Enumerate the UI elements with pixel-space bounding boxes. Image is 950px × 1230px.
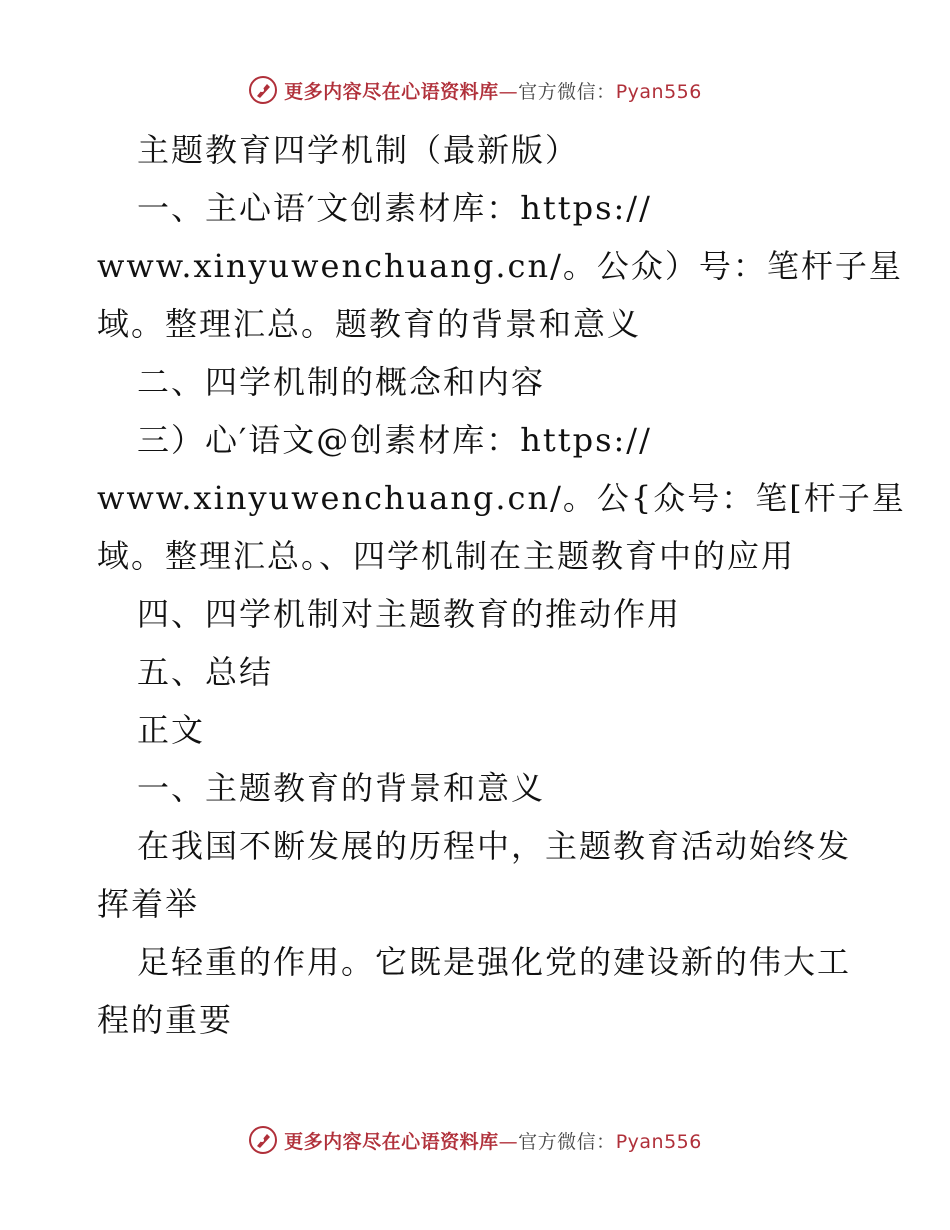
outline-item-3: 三）心′语文@创素材库：https:// (137, 421, 652, 459)
paragraph-line: 挥着举 (97, 885, 200, 923)
banner-text (284, 1127, 702, 1154)
banner-wechat-id: Pyan556 (615, 1130, 702, 1153)
footer-watermark-banner (0, 1120, 950, 1160)
banner-wechat-id: Pyan556 (615, 80, 702, 103)
outline-item-2: 二、四学机制的概念和内容 (137, 363, 546, 401)
banner-dash: — (498, 80, 519, 103)
pen-nib-logo-icon (248, 1125, 278, 1155)
header-watermark-banner (0, 70, 950, 110)
banner-brand: 更多内容尽在心语资料库 (284, 80, 499, 103)
section-heading-body: 正文 (137, 711, 206, 749)
banner-brand: 更多内容尽在心语资料库 (284, 1130, 499, 1153)
outline-item-1-cont: www.xinyuwenchuang.cn/。公众）号：笔杆子星 (97, 247, 903, 285)
outline-item-1: 一、主心语′文创素材库：https:// (137, 189, 652, 227)
pen-nib-logo-icon (248, 75, 278, 105)
paragraph-line: 程的重要 (97, 1001, 234, 1039)
section-heading-1: 一、主题教育的背景和意义 (137, 769, 546, 807)
paragraph-line: 在我国不断发展的历程中，主题教育活动始终发 (137, 827, 852, 865)
outline-item-3-cont: 域。整理汇总。、四学机制在主题教育中的应用 (97, 537, 796, 575)
outline-item-1-cont: 域。整理汇总。题教育的背景和意义 (97, 305, 642, 343)
paragraph-line: 足轻重的作用。它既是强化党的建设新的伟大工 (137, 943, 852, 981)
banner-text (284, 77, 702, 104)
outline-item-5: 五、总结 (137, 653, 274, 691)
outline-item-3-cont: www.xinyuwenchuang.cn/。公{众号：笔[杆子星 (97, 479, 906, 517)
banner-dash: — (498, 1130, 519, 1153)
banner-wechat-label: 官方微信： (518, 80, 616, 103)
banner-wechat-label: 官方微信： (518, 1130, 616, 1153)
outline-item-4: 四、四学机制对主题教育的推动作用 (137, 595, 682, 633)
document-body (97, 121, 906, 1049)
document-title: 主题教育四学机制（最新版） (137, 131, 580, 169)
